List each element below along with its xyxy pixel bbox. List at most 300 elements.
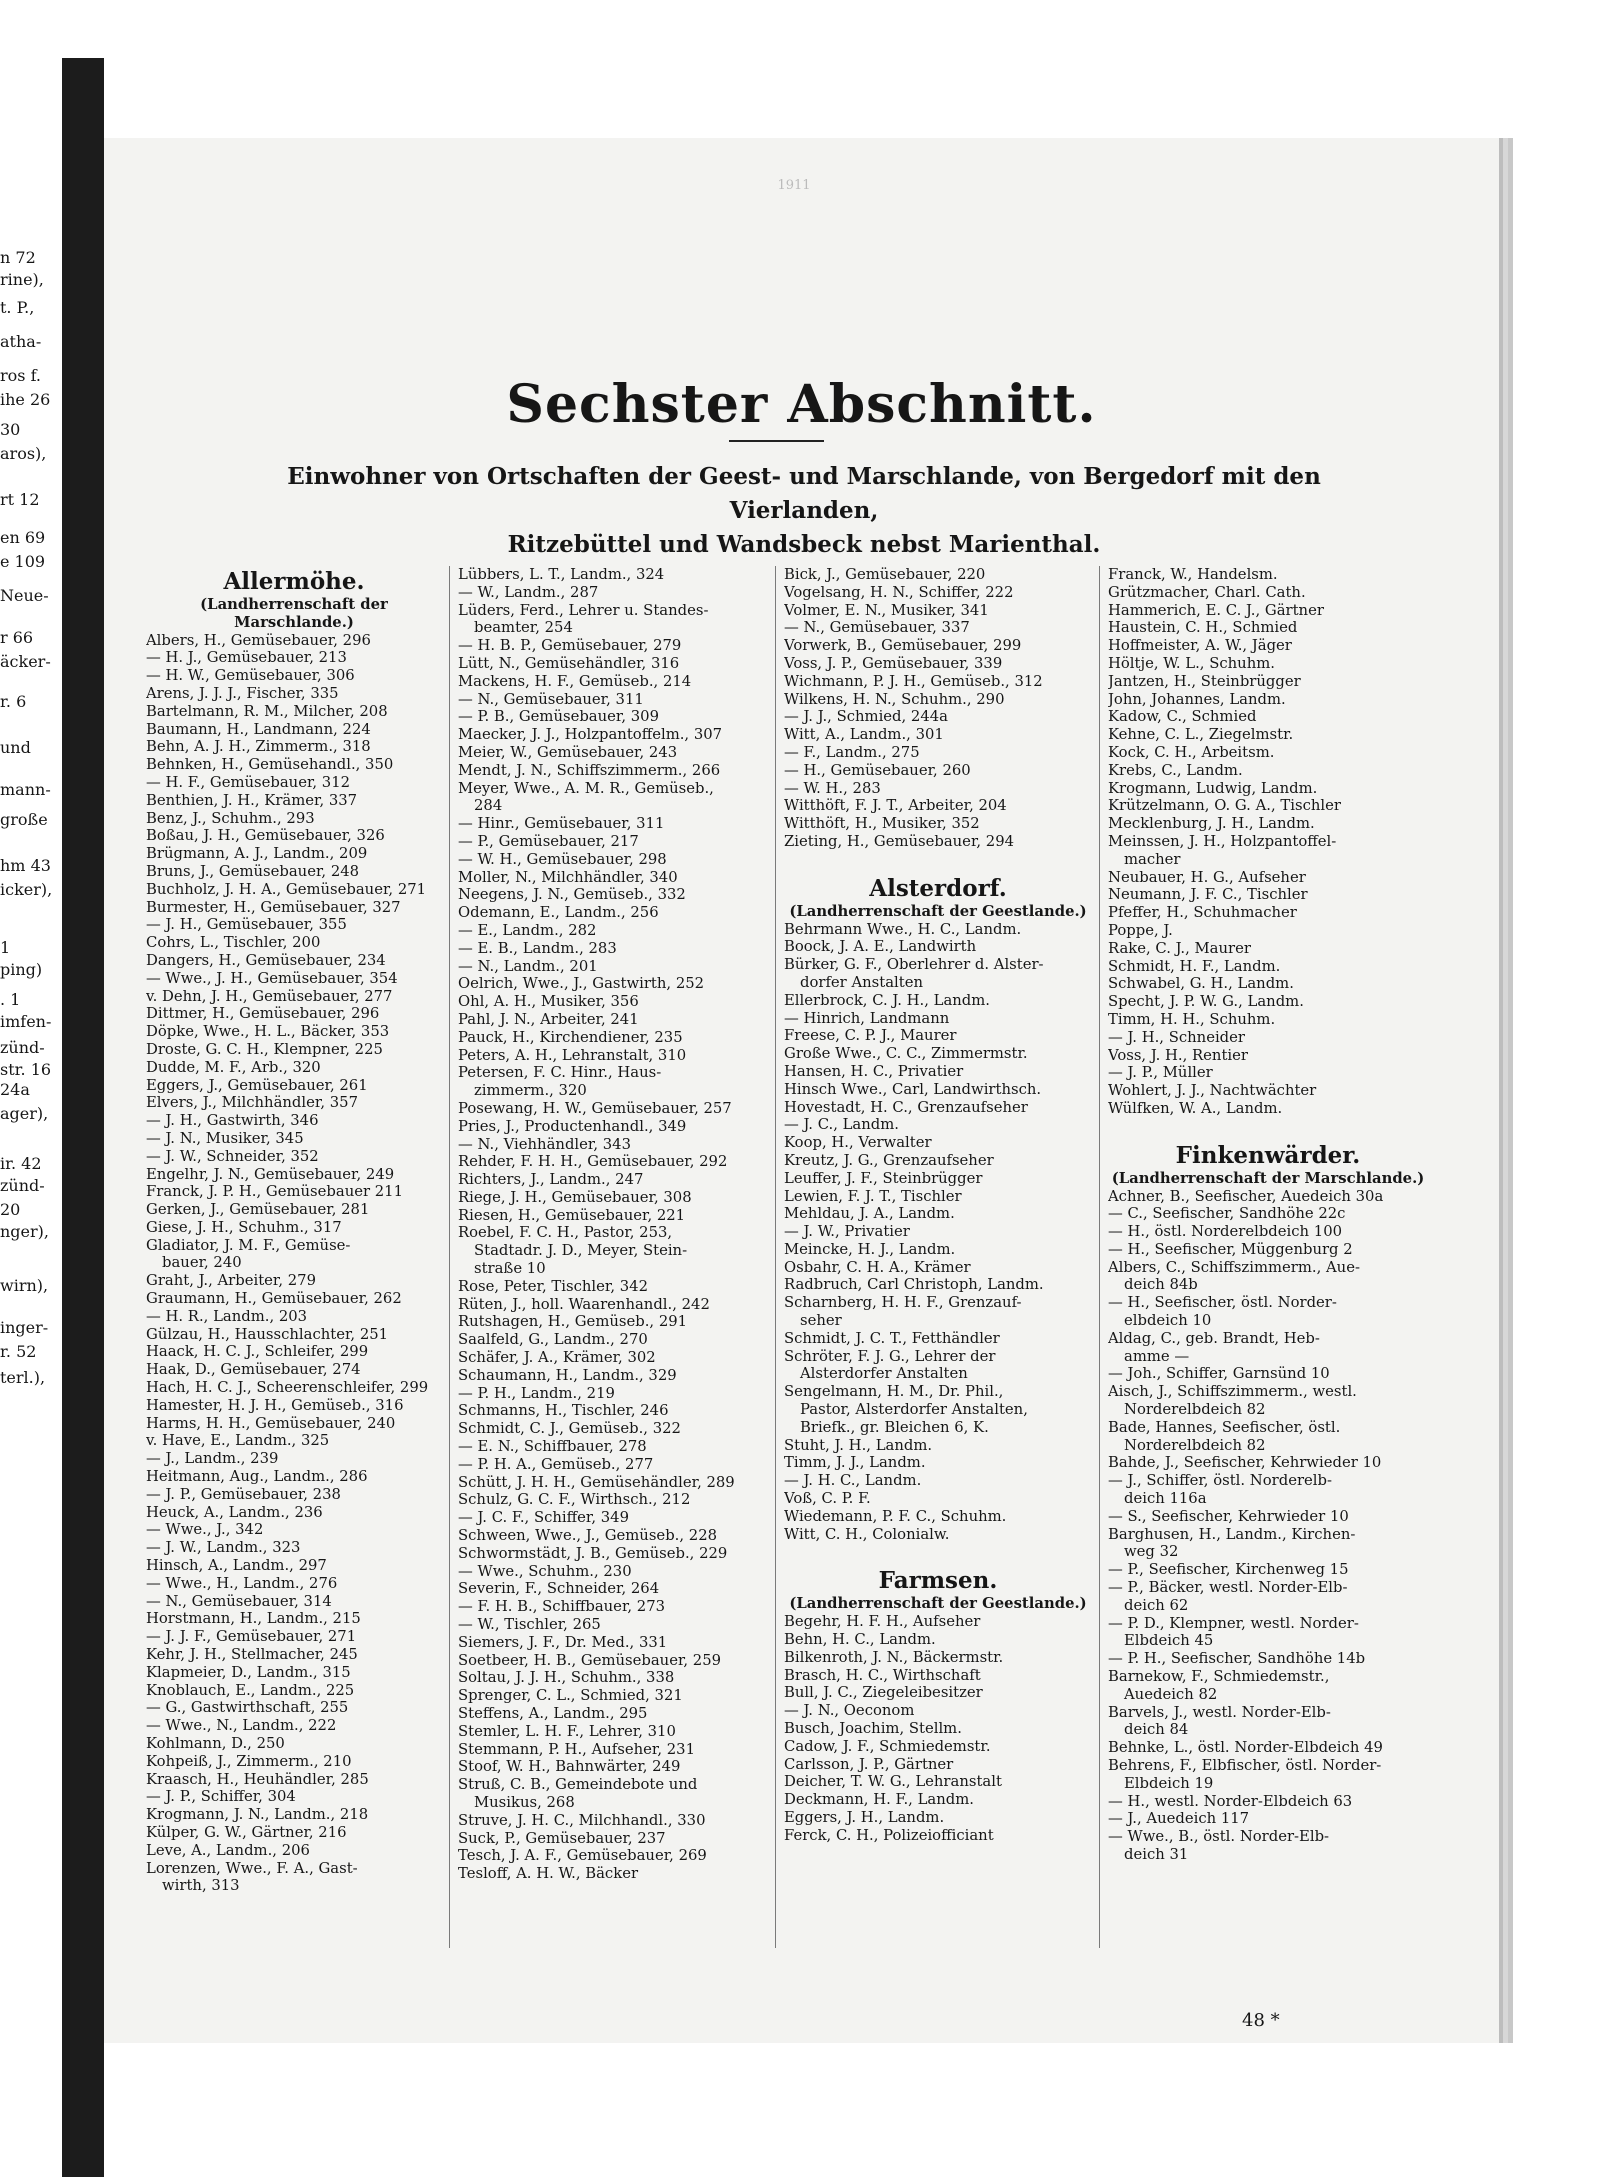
directory-entry: Schween, Wwe., J., Gemüseb., 228	[458, 1527, 718, 1545]
directory-entry: — P. H., Landm., 219	[458, 1384, 615, 1402]
subtitle-line-1: Einwohner von Ortschaften der Geest- und Marschlande, von Bergedorf mit den Vierlanden,	[287, 463, 1321, 524]
directory-entry: — H., östl. Norderelbdeich 100	[1108, 1223, 1343, 1241]
directory-entry: Volmer, E. N., Musiker, 341	[784, 601, 989, 619]
previous-page-text-fragment: r. 52	[0, 1342, 37, 1361]
directory-entry: — J. W., Landm., 323	[146, 1539, 301, 1557]
directory-entry-continuation: deich 116a	[1124, 1490, 1207, 1508]
column-divider	[775, 566, 776, 1948]
directory-entry: Oelrich, Wwe., J., Gastwirth, 252	[458, 975, 705, 993]
directory-entry: Wohlert, J. J., Nachtwächter	[1108, 1082, 1317, 1100]
directory-entry: Tesloff, A. H. W., Bäcker	[458, 1865, 639, 1883]
directory-entry-continuation: straße 10	[474, 1260, 546, 1278]
directory-entry: Benz, J., Schuhm., 293	[146, 809, 315, 827]
directory-entry: Neumann, J. F. C., Tischler	[1108, 886, 1308, 904]
directory-entry: Schwabel, G. H., Landm.	[1108, 975, 1294, 993]
directory-entry: — J. H., Gemüsebauer, 355	[146, 916, 347, 934]
directory-entry: — H. J., Gemüsebauer, 213	[146, 649, 347, 667]
directory-entry: Höltje, W. L., Schuhm.	[1108, 654, 1275, 672]
previous-page-text-fragment: 1	[0, 938, 11, 957]
directory-entry: Osbahr, C. H. A., Krämer	[784, 1258, 971, 1276]
directory-entry-continuation: Elbdeich 19	[1124, 1774, 1214, 1792]
directory-entry: Bürker, G. F., Oberlehrer d. Alster-	[784, 956, 1044, 974]
directory-entry: Aisch, J., Schiffszimmerm., westl.	[1108, 1383, 1357, 1401]
directory-entry: Tesch, J. A. F., Gemüsebauer, 269	[458, 1847, 707, 1865]
directory-entry: Meinssen, J. H., Holzpantoffel-	[1108, 832, 1337, 850]
previous-page-edge	[0, 0, 62, 2177]
directory-entry: Stuht, J. H., Landm.	[784, 1436, 933, 1454]
directory-entry: Meier, W., Gemüsebauer, 243	[458, 743, 678, 761]
directory-entry: Schwormstädt, J. B., Gemüseb., 229	[458, 1544, 728, 1562]
directory-entry: — J. N., Oeconom	[784, 1702, 915, 1720]
directory-entry: — F. H. B., Schiffbauer, 273	[458, 1598, 666, 1616]
previous-page-text-fragment: nger),	[0, 1222, 49, 1241]
directory-entry: Barnekow, F., Schmiedemstr.,	[1108, 1668, 1330, 1686]
previous-page-text-fragment: und	[0, 738, 31, 757]
directory-entry: — J. C. F., Schiffer, 349	[458, 1509, 630, 1527]
directory-entry: — Joh., Schiffer, Garnsünd 10	[1108, 1365, 1330, 1383]
directory-entry: Carlsson, J. P., Gärtner	[784, 1755, 954, 1773]
directory-entry: Ellerbrock, C. J. H., Landm.	[784, 991, 991, 1009]
directory-entry: Große Wwe., C. C., Zimmermstr.	[784, 1045, 1028, 1063]
directory-entry: — Wwe., B., östl. Norder-Elb-	[1108, 1828, 1330, 1846]
directory-entry-continuation: deich 62	[1124, 1596, 1189, 1614]
directory-entry-continuation: Pastor, Alsterdorfer Anstalten,	[800, 1401, 1028, 1419]
directory-entry: Meyer, Wwe., A. M. R., Gemüseb.,	[458, 779, 714, 797]
directory-entry: Schütt, J. H. H., Gemüsehändler, 289	[458, 1473, 735, 1491]
directory-entry: — N., Viehhändler, 343	[458, 1135, 631, 1153]
directory-entry: — J., Schiffer, östl. Norderelb-	[1108, 1472, 1332, 1490]
previous-page-text-fragment: zünd-	[0, 1176, 45, 1195]
directory-entry-continuation: dorfer Anstalten	[800, 973, 924, 991]
directory-entry: — Wwe., J., 342	[146, 1521, 264, 1539]
directory-entry: Behnke, L., östl. Norder-Elbdeich 49	[1108, 1739, 1383, 1757]
directory-entry: — N., Gemüsebauer, 337	[784, 619, 970, 637]
previous-page-text-fragment: e 109	[0, 552, 46, 571]
directory-entry: Engelhr, J. N., Gemüsebauer, 249	[146, 1165, 395, 1183]
directory-entry: Rüten, J., holl. Waarenhandl., 242	[458, 1295, 710, 1313]
directory-entry: — H., westl. Norder-Elbdeich 63	[1108, 1792, 1353, 1810]
directory-entry: Barvels, J., westl. Norder-Elb-	[1108, 1703, 1331, 1721]
directory-entry: Schaumann, H., Landm., 329	[458, 1366, 677, 1384]
directory-entry-continuation: Musikus, 268	[474, 1793, 575, 1811]
directory-entry: Vogelsang, H. N., Schiffer, 222	[784, 583, 1014, 601]
directory-entry: Richters, J., Landm., 247	[458, 1171, 644, 1189]
directory-entry: — P. H. A., Gemüseb., 277	[458, 1455, 654, 1473]
directory-entry: — N., Gemüsebauer, 314	[146, 1592, 332, 1610]
directory-entry-continuation: deich 84b	[1124, 1276, 1198, 1294]
directory-entry: Witt, A., Landm., 301	[784, 726, 944, 744]
directory-entry: Kadow, C., Schmied	[1108, 708, 1257, 726]
directory-entry-continuation: Briefk., gr. Bleichen 6, K.	[800, 1418, 989, 1436]
directory-entry: Dudde, M. F., Arb., 320	[146, 1058, 321, 1076]
directory-entry: Hovestadt, H. C., Grenzaufseher	[784, 1098, 1028, 1116]
directory-entry: Ohl, A. H., Musiker, 356	[458, 993, 639, 1011]
column-divider	[449, 566, 450, 1948]
directory-entry: Siemers, J. F., Dr. Med., 331	[458, 1633, 668, 1651]
directory-entry: Jantzen, H., Steinbrügger	[1108, 672, 1301, 690]
directory-entry: Kehr, J. H., Stellmacher, 245	[146, 1646, 358, 1664]
directory-entry: Wiedemann, P. F. C., Schuhm.	[784, 1507, 1007, 1525]
directory-entry: Eggers, J., Gemüsebauer, 261	[146, 1076, 368, 1094]
directory-entry: Krebs, C., Landm.	[1108, 761, 1243, 779]
directory-entry: Behn, H. C., Landm.	[784, 1631, 936, 1649]
previous-page-text-fragment: ager),	[0, 1104, 49, 1123]
previous-page-text-fragment: rt 12	[0, 490, 40, 509]
directory-entry: Klapmeier, D., Landm., 315	[146, 1663, 351, 1681]
directory-entry: Steffens, A., Landm., 295	[458, 1705, 648, 1722]
previous-page-text-fragment: aros),	[0, 444, 47, 463]
directory-entry: — J. J., Schmied, 244a	[784, 708, 949, 726]
directory-entry: Vorwerk, B., Gemüsebauer, 299	[784, 637, 1022, 655]
previous-page-text-fragment: imfen-	[0, 1012, 52, 1031]
directory-entry: Bilkenroth, J. N., Bäckermstr.	[784, 1648, 1004, 1666]
directory-entry: — P., Gemüsebauer, 217	[458, 832, 639, 850]
directory-entry: Boock, J. A. E., Landwirth	[784, 938, 977, 956]
directory-entry: — J. C., Landm.	[784, 1116, 899, 1134]
previous-page-text-fragment: ping)	[0, 960, 43, 979]
section-gap	[1108, 1118, 1428, 1140]
directory-entry: Petersen, F. C. Hinr., Haus-	[458, 1064, 662, 1082]
directory-entry: — J., Landm., 239	[146, 1450, 279, 1468]
title-rule	[729, 440, 824, 442]
directory-entry-continuation: amme —	[1124, 1347, 1190, 1365]
directory-entry: Benthien, J. H., Krämer, 337	[146, 791, 358, 809]
directory-entry: Hinsch, A., Landm., 297	[146, 1557, 327, 1575]
directory-entry: Lorenzen, Wwe., F. A., Gast-	[146, 1859, 358, 1877]
directory-entry: Franck, J. P. H., Gemüsebauer 211	[146, 1183, 404, 1201]
previous-page-text-fragment: en 69	[0, 528, 46, 547]
directory-entry-continuation: deich 31	[1124, 1845, 1189, 1863]
directory-entry: Voß, C. P. F.	[784, 1490, 871, 1508]
directory-entry: Witthöft, H., Musiker, 352	[784, 815, 980, 833]
directory-entry: Riesen, H., Gemüsebauer, 221	[458, 1206, 686, 1224]
directory-entry: Gladiator, J. M. F., Gemüse-	[146, 1236, 351, 1254]
directory-entry: — J. P., Müller	[1108, 1064, 1213, 1082]
previous-page-text-fragment: äcker-	[0, 652, 51, 671]
directory-entry-continuation: beamter, 254	[474, 619, 573, 637]
directory-entry: — E., Landm., 282	[458, 921, 597, 939]
directory-entry: — F., Landm., 275	[784, 743, 920, 761]
directory-entry: Radbruch, Carl Christoph, Landm.	[784, 1276, 1044, 1294]
previous-page-text-fragment: terl.),	[0, 1368, 46, 1387]
previous-page-text-fragment: wirn),	[0, 1276, 49, 1295]
page-number: 48 *	[1242, 2010, 1280, 2031]
directory-entry-continuation: elbdeich 10	[1124, 1312, 1212, 1330]
directory-entry: Peters, A. H., Lehranstalt, 310	[458, 1046, 687, 1064]
directory-entry: Bartelmann, R. M., Milcher, 208	[146, 702, 388, 720]
directory-entry: Harms, H. H., Gemüsebauer, 240	[146, 1414, 396, 1432]
directory-entry: Begehr, H. F. H., Aufseher	[784, 1613, 981, 1631]
previous-page-text-fragment: 20	[0, 1200, 21, 1219]
faint-page-header: 1911	[777, 178, 811, 193]
directory-entry: Cadow, J. F., Schmiedemstr.	[784, 1737, 991, 1755]
directory-entry: Voss, J. P., Gemüsebauer, 339	[784, 654, 1003, 672]
directory-entry: Buchholz, J. H. A., Gemüsebauer, 271	[146, 880, 427, 898]
previous-page-text-fragment: t. P.,	[0, 298, 35, 317]
directory-entry: Arens, J. J. J., Fischer, 335	[146, 684, 339, 702]
directory-entry: Albers, H., Gemüsebauer, 296	[146, 631, 371, 649]
directory-entry: Hammerich, E. C. J., Gärtner	[1108, 601, 1324, 619]
directory-entry: Graumann, H., Gemüsebauer, 262	[146, 1290, 402, 1308]
directory-entry: Wichmann, P. J. H., Gemüseb., 312	[784, 672, 1043, 690]
previous-page-text-fragment: atha-	[0, 332, 42, 351]
previous-page-text-fragment: ros f.	[0, 366, 42, 385]
directory-entry: — W. H., 283	[784, 779, 881, 797]
directory-entry: Roebel, F. C. H., Pastor, 253,	[458, 1224, 673, 1242]
directory-entry: Bruns, J., Gemüsebauer, 248	[146, 862, 360, 880]
directory-entry: Struß, C. B., Gemeindebote und	[458, 1776, 698, 1794]
directory-entry-continuation: weg 32	[1124, 1543, 1179, 1561]
previous-page-text-fragment: inger-	[0, 1318, 49, 1337]
directory-entry: Busch, Joachim, Stellm.	[784, 1720, 962, 1738]
directory-entry: — J. W., Schneider, 352	[146, 1147, 319, 1165]
directory-entry: — N., Landm., 201	[458, 957, 598, 975]
directory-entry-continuation: 284	[474, 797, 503, 815]
directory-entry: — E. B., Landm., 283	[458, 939, 617, 957]
jurisdiction-subheading: (Landherrenschaft der Geestlande.)	[789, 902, 1087, 920]
previous-page-text-fragment: hm 43	[0, 856, 51, 875]
directory-entry: Eggers, J. H., Landm.	[784, 1809, 945, 1826]
directory-entry: Grützmacher, Charl. Cath.	[1108, 583, 1306, 601]
directory-entry: — W. H., Gemüsebauer, 298	[458, 850, 667, 868]
directory-entry: — Hinr., Gemüsebauer, 311	[458, 815, 665, 833]
directory-entry: Graht, J., Arbeiter, 279	[146, 1272, 317, 1290]
directory-entry: Bade, Hannes, Seefischer, östl.	[1108, 1418, 1341, 1436]
directory-entry: — P. D., Klempner, westl. Norder-	[1108, 1614, 1359, 1632]
directory-entry: Brügmann, A. J., Landm., 209	[146, 845, 368, 863]
directory-entry: Schröter, F. J. G., Lehrer der	[784, 1347, 996, 1365]
directory-entry: Hamester, H. J. H., Gemüseb., 316	[146, 1396, 404, 1414]
directory-entry: Koop, H., Verwalter	[784, 1134, 932, 1152]
column-4	[1108, 566, 1428, 1966]
directory-entry: — W., Landm., 287	[458, 583, 599, 601]
directory-entry: Haack, H. C. J., Schleifer, 299	[146, 1343, 369, 1361]
directory-entry: Soetbeer, H. B., Gemüsebauer, 259	[458, 1651, 722, 1669]
directory-entry: John, Johannes, Landm.	[1108, 690, 1286, 708]
directory-entry: Leuffer, J. F., Steinbrügger	[784, 1169, 983, 1187]
directory-entry: Kreutz, J. G., Grenzaufseher	[784, 1151, 994, 1169]
directory-entry: Elvers, J., Milchhändler, 357	[146, 1094, 358, 1112]
section-gap	[784, 851, 1092, 873]
directory-entry: Meincke, H. J., Landm.	[784, 1240, 956, 1258]
directory-entry: — J. P., Schiffer, 304	[146, 1788, 296, 1806]
directory-entry: Scharnberg, H. H. F., Grenzauf-	[784, 1294, 1022, 1312]
directory-entry: Mendt, J. N., Schiffszimmerm., 266	[458, 761, 721, 779]
directory-entry: Voss, J. H., Rentier	[1108, 1046, 1248, 1064]
directory-entry: — Hinrich, Landmann	[784, 1009, 950, 1027]
book-spine-shadow	[62, 58, 104, 2177]
directory-entry: Specht, J. P. W. G., Landm.	[1108, 993, 1304, 1011]
place-heading: Farmsen.	[878, 1567, 998, 1595]
jurisdiction-subheading: (Landherrenschaft der Marschlande.)	[1111, 1169, 1425, 1187]
directory-entry: Behrens, F., Elbfischer, östl. Norder-	[1108, 1757, 1382, 1774]
directory-entry: v. Dehn, J. H., Gemüsebauer, 277	[146, 987, 393, 1005]
section-title: Sechster Abschnitt.	[506, 374, 1097, 435]
directory-entry: — G., Gastwirthschaft, 255	[146, 1699, 349, 1717]
directory-entry: Sengelmann, H. M., Dr. Phil.,	[784, 1383, 1004, 1401]
directory-entry: Achner, B., Seefischer, Auedeich 30a	[1108, 1187, 1384, 1205]
directory-entry: — P. B., Gemüsebauer, 309	[458, 708, 660, 726]
directory-entry: Heuck, A., Landm., 236	[146, 1503, 323, 1521]
directory-entry: Gülzau, H., Hausschlachter, 251	[146, 1325, 389, 1343]
directory-entry: Soltau, J. J. H., Schuhm., 338	[458, 1669, 675, 1687]
directory-entry: Deckmann, H. F., Landm.	[784, 1791, 974, 1809]
previous-page-text-fragment: . 1	[0, 990, 21, 1009]
directory-entry: Behn, A. J. H., Zimmerm., 318	[146, 738, 371, 756]
directory-entry: Rehder, F. H. H., Gemüsebauer, 292	[458, 1153, 728, 1171]
directory-entry: — H. B. P., Gemüsebauer, 279	[458, 637, 682, 655]
directory-entry: Haak, D., Gemüsebauer, 274	[146, 1361, 361, 1379]
section-subtitle	[254, 460, 1354, 562]
directory-entry: Freese, C. P. J., Maurer	[784, 1027, 957, 1045]
directory-entry: — E. N., Schiffbauer, 278	[458, 1438, 647, 1456]
directory-entry-continuation: macher	[1124, 850, 1181, 868]
directory-entry: — C., Seefischer, Sandhöhe 22c	[1108, 1205, 1346, 1223]
directory-entry: — W., Tischler, 265	[458, 1616, 601, 1634]
directory-entry: Timm, J. J., Landm.	[784, 1454, 926, 1472]
directory-entry: Hach, H. C. J., Scheerenschleifer, 299	[146, 1379, 429, 1397]
directory-entry: Heitmann, Aug., Landm., 286	[146, 1468, 368, 1486]
directory-entry: — J., Auedeich 117	[1108, 1810, 1250, 1828]
previous-page-text-fragment: rine),	[0, 270, 44, 289]
directory-entry: Knoblauch, E., Landm., 225	[146, 1681, 355, 1699]
directory-entry: Bick, J., Gemüsebauer, 220	[784, 566, 986, 583]
place-heading: Alsterdorf.	[869, 874, 1007, 902]
directory-entry: Wilkens, H. N., Schuhm., 290	[784, 690, 1005, 708]
directory-entry: Sprenger, C. L., Schmied, 321	[458, 1687, 683, 1705]
directory-entry-continuation: Norderelbdeich 82	[1124, 1436, 1266, 1454]
directory-entry: Hansen, H. C., Privatier	[784, 1062, 964, 1080]
previous-page-text-fragment: ir. 42	[0, 1154, 42, 1173]
directory-entry-continuation: Elbdeich 45	[1124, 1632, 1214, 1650]
directory-entry: Kohlmann, D., 250	[146, 1735, 285, 1752]
directory-entry: — P., Bäcker, westl. Norder-Elb-	[1108, 1579, 1348, 1597]
directory-entry: Hinsch Wwe., Carl, Landwirthsch.	[784, 1080, 1042, 1098]
directory-entry: Krogmann, Ludwig, Landm.	[1108, 779, 1318, 797]
place-heading: Allermöhe.	[223, 568, 365, 595]
previous-page-text-fragment: 24a	[0, 1080, 30, 1099]
directory-entry: Horstmann, H., Landm., 215	[146, 1610, 361, 1628]
directory-entry: Schmidt, C. J., Gemüseb., 322	[458, 1420, 681, 1438]
directory-entry: Baumann, H., Landmann, 224	[146, 720, 371, 738]
directory-entry: Deicher, T. W. G., Lehranstalt	[784, 1773, 1002, 1791]
directory-entry: Moller, N., Milchhändler, 340	[458, 868, 678, 886]
directory-entry: Severin, F., Schneider, 264	[458, 1580, 660, 1598]
directory-entry: — Wwe., J. H., Gemüsebauer, 354	[146, 969, 398, 987]
directory-entry: Struve, J. H. C., Milchhandl., 330	[458, 1811, 706, 1829]
directory-entry: Pauck, H., Kirchendiener, 235	[458, 1028, 683, 1046]
column-3	[784, 566, 1092, 1966]
directory-entry: Franck, W., Handelsm.	[1108, 566, 1278, 583]
directory-entry: — N., Gemüsebauer, 311	[458, 690, 644, 708]
directory-entry: Rake, C. J., Maurer	[1108, 939, 1251, 957]
directory-entry: — Wwe., N., Landm., 222	[146, 1717, 337, 1735]
directory-entry: — J. H., Schneider	[1108, 1028, 1245, 1046]
previous-page-text-fragment: str. 16	[0, 1060, 52, 1079]
directory-entry: Bahde, J., Seefischer, Kehrwieder 10	[1108, 1454, 1382, 1472]
directory-entry: Döpke, Wwe., H. L., Bäcker, 353	[146, 1023, 390, 1041]
directory-entry: — J. J. F., Gemüsebauer, 271	[146, 1628, 357, 1646]
previous-page-text-fragment: 30	[0, 420, 21, 439]
directory-entry: — H., Gemüsebauer, 260	[784, 761, 971, 779]
directory-entry: Schmidt, J. C. T., Fetthändler	[784, 1329, 1000, 1347]
directory-entry: Kraasch, H., Heuhändler, 285	[146, 1770, 369, 1788]
directory-entry: Leve, A., Landm., 206	[146, 1841, 310, 1859]
directory-entry: Kehne, C. L., Ziegelmstr.	[1108, 726, 1294, 744]
directory-entry: Kock, C. H., Arbeitsm.	[1108, 743, 1275, 761]
directory-entry: Lewien, F. J. T., Tischler	[784, 1187, 962, 1205]
directory-entry: Külper, G. W., Gärtner, 216	[146, 1823, 347, 1841]
previous-page-text-fragment: n 72	[0, 248, 36, 267]
directory-entry: Schäfer, J. A., Krämer, 302	[458, 1349, 656, 1367]
directory-entry-continuation: wirth, 313	[162, 1877, 240, 1895]
directory-entry-continuation: bauer, 240	[162, 1254, 242, 1272]
column-divider	[1099, 566, 1100, 1948]
directory-entry: Stemler, L. H. F., Lehrer, 310	[458, 1722, 676, 1740]
directory-entry: Pahl, J. N., Arbeiter, 241	[458, 1010, 639, 1028]
directory-entry: v. Have, E., Landm., 325	[146, 1432, 330, 1450]
directory-entry: — J. H., Gastwirth, 346	[146, 1112, 319, 1130]
directory-entry: Krogmann, J. N., Landm., 218	[146, 1806, 369, 1824]
directory-entry: Haustein, C. H., Schmied	[1108, 619, 1298, 637]
directory-entry: Poppe, J.	[1108, 921, 1173, 939]
directory-entry: Barghusen, H., Landm., Kirchen-	[1108, 1525, 1356, 1543]
directory-entry: Lütt, N., Gemüsehändler, 316	[458, 654, 680, 672]
previous-page-text-fragment: zünd-	[0, 1038, 45, 1057]
previous-page-text-fragment: mann-	[0, 780, 51, 799]
directory-entry: Witthöft, F. J. T., Arbeiter, 204	[784, 797, 1007, 815]
directory-entry: Odemann, E., Landm., 256	[458, 904, 659, 922]
column-1	[146, 566, 442, 1966]
previous-page-text-fragment: Neue-	[0, 586, 49, 605]
previous-page-text-fragment: r 66	[0, 628, 34, 647]
directory-entry: Ferck, C. H., Polizeiofficiant	[784, 1826, 994, 1844]
directory-entry: Lüders, Ferd., Lehrer u. Standes-	[458, 601, 709, 619]
directory-entry: Giese, J. H., Schuhm., 317	[146, 1218, 342, 1236]
directory-entry: Timm, H. H., Schuhm.	[1108, 1010, 1276, 1028]
place-heading: Finkenwärder.	[1175, 1141, 1361, 1169]
directory-entry: Dittmer, H., Gemüsebauer, 296	[146, 1005, 380, 1023]
directory-entry: — H., Seefischer, östl. Norder-	[1108, 1294, 1337, 1312]
book-page	[104, 138, 1499, 2043]
directory-entry: Stemmann, P. H., Aufseher, 231	[458, 1740, 695, 1758]
subtitle-line-2: Ritzebüttel und Wandsbeck nebst Marienthal.	[507, 531, 1101, 558]
directory-entry: Bull, J. C., Ziegeleibesitzer	[784, 1684, 983, 1702]
previous-page-text-fragment: r. 6	[0, 692, 27, 711]
previous-page-text-fragment: ihe 26	[0, 390, 51, 409]
directory-entry: Mecklenburg, J. H., Landm.	[1108, 815, 1315, 833]
column-2	[458, 566, 768, 1966]
directory-entry: Dangers, H., Gemüsebauer, 234	[146, 951, 386, 969]
directory-entry: Neubauer, H. G., Aufseher	[1108, 868, 1306, 886]
directory-entry: Saalfeld, G., Landm., 270	[458, 1331, 648, 1349]
directory-entry: — J. H. C., Landm.	[784, 1472, 922, 1490]
previous-page-text-fragment: große	[0, 810, 48, 829]
directory-entry: — Wwe., Schuhm., 230	[458, 1562, 632, 1580]
directory-entry: Burmester, H., Gemüsebauer, 327	[146, 898, 401, 916]
directory-entry: — P. H., Seefischer, Sandhöhe 14b	[1108, 1650, 1366, 1668]
previous-page-text-fragment: icker),	[0, 880, 53, 899]
directory-entry: Gerken, J., Gemüsebauer, 281	[146, 1201, 370, 1219]
jurisdiction-subheading: (Landherrenschaft der Marschlande.)	[200, 596, 388, 631]
directory-entry: Schmidt, H. F., Landm.	[1108, 957, 1281, 975]
directory-entry-continuation: Alsterdorfer Anstalten	[800, 1365, 968, 1383]
directory-entry: Rose, Peter, Tischler, 342	[458, 1277, 649, 1295]
directory-entry: — Wwe., H., Landm., 276	[146, 1574, 338, 1592]
directory-entry: Riege, J. H., Gemüsebauer, 308	[458, 1188, 692, 1206]
section-gap	[784, 1543, 1092, 1565]
directory-entry: Behrmann Wwe., H. C., Landm.	[784, 920, 1022, 938]
